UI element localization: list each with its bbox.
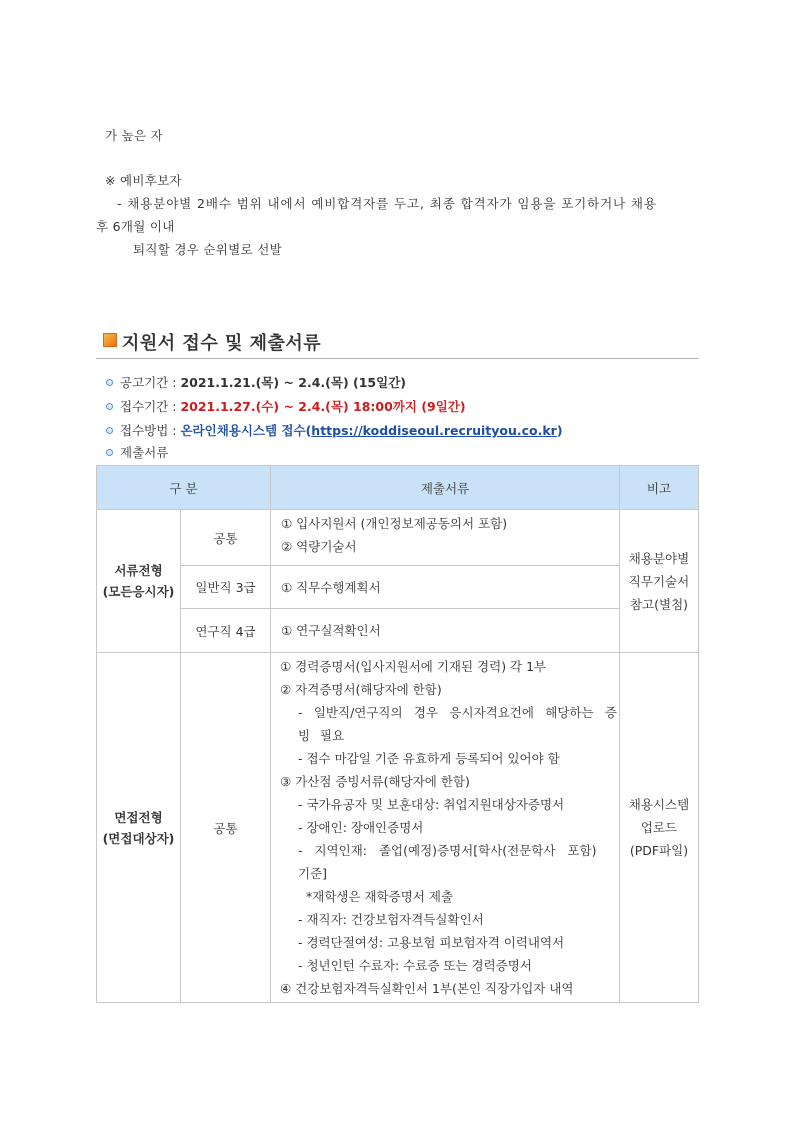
paren-close: ) [556,423,563,438]
header-remarks: 비고 [620,466,699,510]
remark-line: 참고(별첨) [629,596,689,612]
bullet-icon [106,403,113,410]
sub-general: 일반직 3급 [181,566,271,609]
section-square-icon [103,333,117,347]
remark-line: 채용분야별 [628,550,690,566]
receipt-line [120,397,466,415]
method-value: 온라인채용시스템 접수 [180,423,306,438]
period-label: 공고기간 : [120,375,181,390]
category-line: 면접전형 [114,809,163,825]
doc-subitem: - 재직자: 건강보험자격득실확인서 [298,912,484,927]
docs-cell [271,653,620,1003]
table-row [97,653,699,1003]
doc-item: ② 자격증명서(해당자에 한함) [280,682,442,697]
category-line: (모든응시자) [102,584,175,599]
doc-subitem: - 청년인턴 수료자: 수료증 또는 경력증명서 [298,958,532,973]
bullet-icon [106,449,113,456]
remark-line: 채용시스템 [628,797,690,812]
bullet-icon [106,427,113,434]
doc-subitem: - 경력단절여성: 고용보험 피보험자격 이력내역서 [298,935,565,950]
docs-label: 제출서류 [120,445,169,460]
doc-item: ② 역량기술서 [281,539,357,554]
section-divider [96,358,699,359]
reserve-title: ※ 예비후보자 [105,173,182,188]
recruit-site-link[interactable]: https://koddiseoul.recruityou.co.kr [311,423,557,438]
method-label: 접수방법 : [120,423,181,438]
receipt-label: 접수기간 : [120,399,181,414]
period-line [120,373,406,391]
sub-research: 연구직 4급 [181,609,271,653]
docs-cell [271,510,620,566]
header-division: 구 분 [97,466,271,510]
receipt-value: 2021.1.27.(수) ~ 2.4.(목) 18:00까지 (9일간) [180,399,466,414]
category-line: (면접대상자) [102,830,175,846]
remark-line: 직무기술서 [628,573,690,589]
paren-open: ( [305,423,312,438]
sub-common: 공통 [181,653,271,1003]
doc-subitem: - 일반직/연구직의 경우 응시자격요건에 해당하는 증빙 필요 [298,705,617,743]
category-interview-stage [97,653,181,1003]
documents-table [96,465,699,1003]
reserve-line2: 퇴직할 경우 순위별로 선발 [133,242,282,257]
sub-common: 공통 [181,510,271,566]
table-row [97,609,699,653]
doc-subitem: - 국가유공자 및 보훈대상: 취업지원대상자증명서 [298,797,565,812]
doc-note: *재학생은 재학증명서 제출 [306,889,454,904]
header-documents: 제출서류 [271,466,620,510]
category-line: 서류전형 [114,563,163,578]
doc-item: ① 연구실적확인서 [281,623,381,638]
intro-line: 가 높은 자 [105,128,164,143]
remarks-document-stage [620,510,699,653]
section-title: 지원서 접수 및 제출서류 [122,333,322,354]
doc-subitem: - 지역인재: 졸업(예정)증명서[학사(전문학사 포함) 기준] [298,843,597,881]
bullet-icon [106,379,113,386]
remark-line: (PDF파일) [629,843,689,858]
period-value: 2021.1.21.(목) ~ 2.4.(목) (15일간) [180,375,406,390]
doc-item: ③ 가산점 증빙서류(해당자에 한함) [280,774,470,789]
table-row [97,566,699,609]
category-document-stage [97,510,181,653]
doc-subitem: - 장애인: 장애인증명서 [298,820,424,835]
remarks-interview-stage [620,653,699,1003]
reserve-line: - 채용분야별 2배수 범위 내에서 예비합격자를 두고, 최종 합격자가 임용을 포기하거나 채용 [117,196,657,211]
doc-item: ① 직무수행계획서 [281,579,381,595]
docs-cell [271,609,620,653]
doc-subitem: - 접수 마감일 기준 유효하게 등록되어 있어야 함 [298,751,560,766]
doc-item: ① 경력증명서(입사지원서에 기재된 경력) 각 1부 [280,659,547,674]
table-row [97,510,699,566]
table-header-row [97,466,699,510]
doc-item: ④ 건강보험자격득실확인서 1부(본인 직장가입자 내역 [280,981,574,996]
remark-line: 업로드 [640,820,678,835]
doc-item: ① 입사지원서 (개인정보제공동의서 포함) [281,516,508,531]
docs-cell [271,566,620,609]
reserve-line-cont: 후 6개월 이내 [96,219,175,234]
method-line [120,421,563,439]
